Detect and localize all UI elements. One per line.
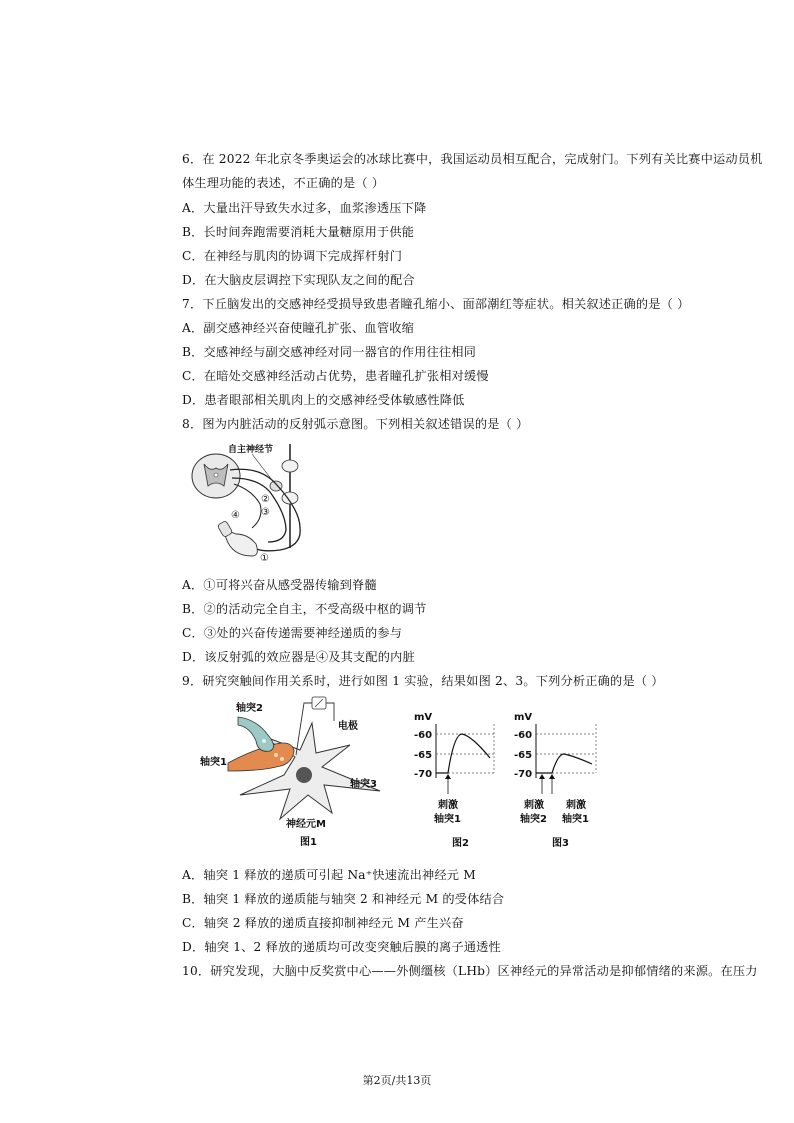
- fig3-stim-b-text: 刺激: [566, 800, 586, 811]
- fig3-stim-a-axon: 轴突2: [520, 814, 547, 825]
- label-neuron-m: 神经元M: [286, 819, 326, 830]
- q8-option-c: C．③处的兴奋传递需要神经递质的参与: [182, 626, 403, 640]
- q6-stem-line-1: 6．在 2022 年北京冬季奥运会的冰球比赛中，我国运动员相互配合，完成射门。下列有关比赛中运动员机: [182, 152, 763, 166]
- q7-option-c: C．在暗处交感神经活动占优势，患者瞳孔扩张相对缓慢: [182, 369, 489, 383]
- axon-2-terminal: [238, 717, 274, 751]
- figure-1-caption: 图1: [300, 837, 317, 848]
- q9-option-b: B．轴突 1 释放的递质能与轴突 2 和神经元 M 的受体结合: [182, 892, 505, 906]
- q7-option-b: B．交感神经与副交感神经对同一器官的作用往往相同: [182, 345, 477, 359]
- fig2-tick-65: -65: [414, 750, 433, 761]
- label-electrode: 电极: [338, 721, 358, 732]
- q10-stem: 10．研究发现，大脑中反奖赏中心——外侧缰核（LHb）区神经元的异常活动是抑郁情绪的来源。在压力: [182, 964, 758, 978]
- fig2-stim-axon: 轴突1: [434, 814, 461, 825]
- neuron-m-nucleus: [296, 767, 312, 783]
- q7-option-a: A．副交感神经兴奋使瞳孔扩张、血管收缩: [182, 321, 414, 335]
- q6-option-b: B．长时间奔跑需要消耗大量糖原用于供能: [182, 225, 415, 239]
- central-canal: [214, 473, 218, 477]
- q6-option-c: C．在神经与肌肉的协调下完成挥杆射门: [182, 249, 403, 263]
- afferent-fiber: [234, 484, 261, 528]
- fig2-tick-60: -60: [414, 730, 433, 741]
- q9-option-a: A．轴突 1 释放的递质可引起 Na⁺快速流出神经元 M: [182, 868, 476, 882]
- q6-option-a: A．大量出汗导致失水过多，血浆渗透压下降: [182, 201, 427, 215]
- label-4: ④: [231, 510, 240, 521]
- label-1: ①: [260, 553, 269, 564]
- q7-stem: 7．下丘脑发出的交感神经受损导致患者瞳孔缩小、面部潮红等症状。相关叙述正确的是（ ）: [182, 297, 690, 311]
- q8-option-b: B．②的活动完全自主，不受高级中枢的调节: [182, 602, 427, 616]
- label-axon-2: 轴突2: [236, 703, 263, 714]
- q8-option-d: D．该反射弧的效应器是④及其支配的内脏: [182, 650, 415, 664]
- q6-option-d: D．在大脑皮层调控下实现队友之间的配合: [182, 273, 415, 287]
- fig3-tick-60: -60: [514, 730, 533, 741]
- figure-2-caption: 图2: [452, 838, 469, 849]
- q6-stem-line-2: 体生理功能的表述，不正确的是（ ）: [182, 176, 385, 190]
- reflex-arc-figure: [190, 438, 340, 568]
- q8-option-a: A．①可将兴奋从感受器传输到脊髓: [182, 578, 377, 592]
- q9-option-d: D．轴突 1、2 释放的递质均可改变突触后膜的离子通透性: [182, 940, 501, 954]
- fig2-stim-text: 刺激: [438, 800, 458, 811]
- figure-label-ganglion: 自主神经节: [228, 445, 274, 455]
- label-3: ③: [261, 507, 270, 518]
- label-2: ②: [261, 494, 270, 505]
- figure-1-synapse: [200, 695, 390, 850]
- label-axon-3: 轴突3: [350, 779, 377, 790]
- fig2-tick-70: -70: [414, 769, 433, 780]
- figure-2-trace: [410, 710, 505, 850]
- fig3-tick-70: -70: [514, 769, 533, 780]
- figure-3-trace: [510, 710, 610, 850]
- label-axon-1: 轴突1: [200, 757, 227, 768]
- page-footer: 第2页/共13页: [362, 1074, 432, 1087]
- q8-stem: 8．图为内脏活动的反射弧示意图。下列相关叙述错误的是（ ）: [182, 417, 529, 431]
- fig3-stim-b-axon: 轴突1: [562, 814, 589, 825]
- q9-option-c: C．轴突 2 释放的递质直接抑制神经元 M 产生兴奋: [182, 916, 464, 930]
- fig3-unit: mV: [514, 712, 533, 723]
- fig3-tick-65: -65: [514, 750, 533, 761]
- ganglion-upper: [282, 460, 298, 472]
- fig2-unit: mV: [414, 712, 433, 723]
- fig2-curve: [436, 734, 490, 773]
- q9-stem: 9．研究突触间作用关系时，进行如图 1 实验，结果如图 2、3。下列分析正确的是（ ）: [182, 674, 664, 688]
- fig3-curve: [536, 754, 592, 773]
- figure-3-caption: 图3: [552, 838, 569, 849]
- fig3-stim-a-text: 刺激: [524, 800, 544, 811]
- q7-option-d: D．患者眼部相关肌肉上的交感神经受体敏感性降低: [182, 393, 465, 407]
